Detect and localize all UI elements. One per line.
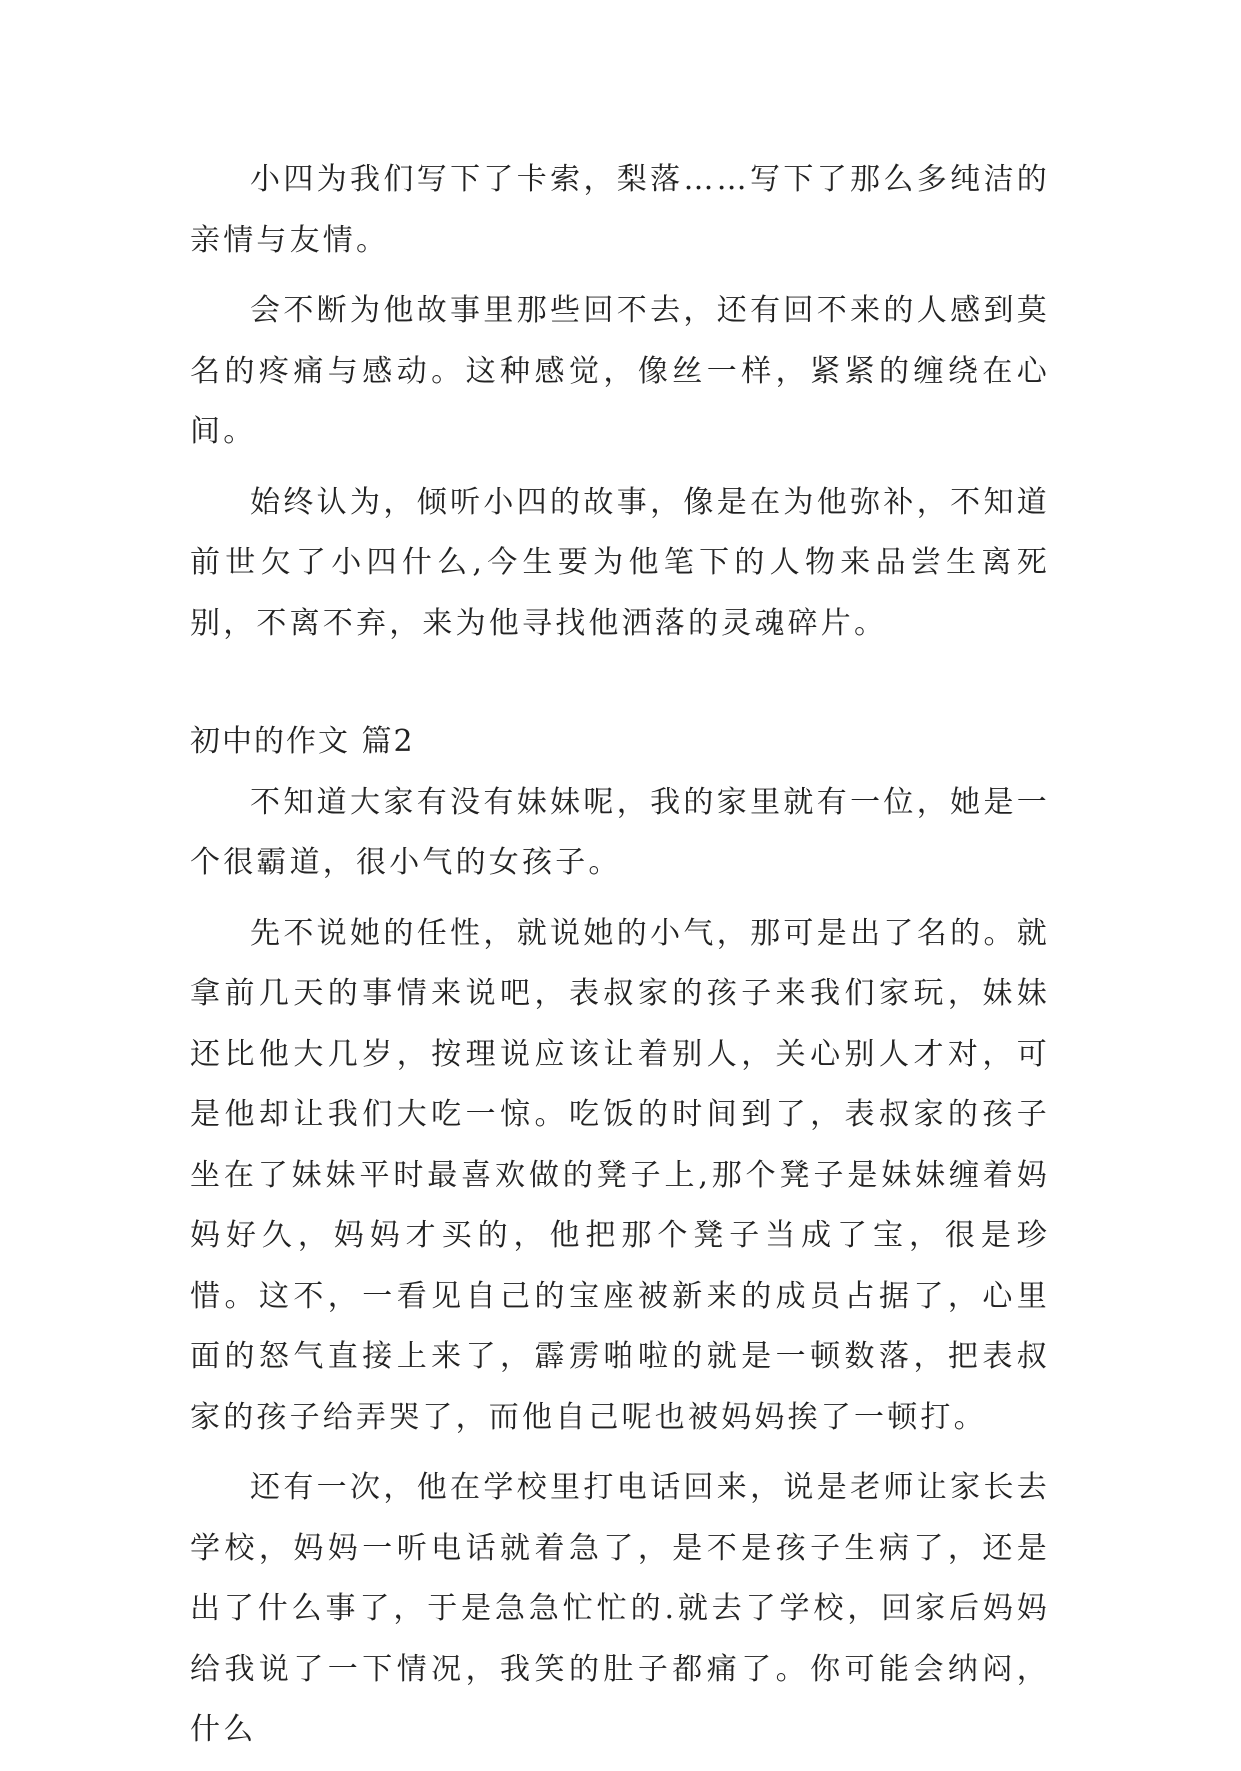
section-heading: 初中的作文 篇2	[190, 724, 415, 759]
paragraph-2: 会不断为他故事里那些回不去，还有回不来的人感到莫名的疼痛与感动。这种感觉，像丝一样，紧紧的缠绕在心间。	[190, 293, 1050, 449]
paragraph-4: 不知道大家有没有妹妹呢，我的家里就有一位，她是一个很霸道，很小气的女孩子。	[190, 784, 1050, 880]
paragraph-1: 小四为我们写下了卡索，梨落……写下了那么多纯洁的亲情与友情。	[190, 162, 1050, 258]
paragraph-5: 先不说她的任性，就说她的小气，那可是出了名的。就拿前几天的事情来说吧，表叔家的孩子来我们家玩，妹妹还比他大几岁，按理说应该让着别人，关心别人才对，可是他却让我们大吃一惊。吃饭的时间到了，表叔家的孩子坐在了妹妹平时最喜欢做的凳子上,那个凳子是妹妹缠着妈妈好久，妈妈才买的，他把那个凳子当成了宝，很是珍惜。这不，一看见自己的宝座被新来的成员占据了，心里面的怒气直接上来了，霹雳啪啦的就是一顿数落，把表叔家的孩子给弄哭了，而他自己呢也被妈妈挨了一顿打。	[190, 915, 1050, 1435]
section-spacer	[190, 664, 1050, 712]
paragraph-6: 还有一次，他在学校里打电话回来，说是老师让家长去学校，妈妈一听电话就着急了，是不是孩子生病了，还是出了什么事了，于是急急忙忙的.就去了学校，回家后妈妈给我说了一下情况，我笑的肚子都痛了。你可能会纳闷，什么	[190, 1470, 1050, 1747]
document-page	[190, 150, 1050, 1771]
paragraph-3: 始终认为，倾听小四的故事，像是在为他弥补，不知道前世欠了小四什么,今生要为他笔下的人物来品尝生离死别，不离不弃，来为他寻找他洒落的灵魂碎片。	[190, 484, 1050, 641]
